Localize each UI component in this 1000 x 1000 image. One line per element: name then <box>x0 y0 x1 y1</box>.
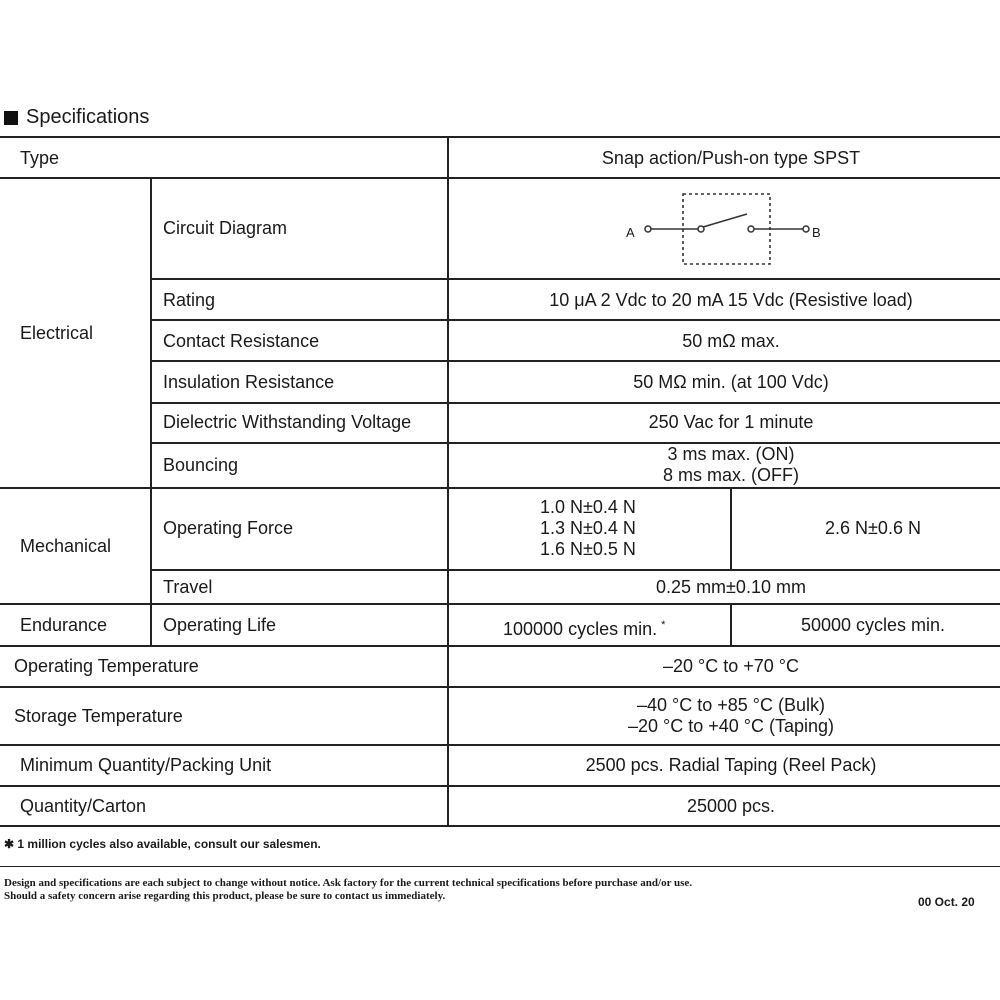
operating-force-value: 1.3 N±0.4 N <box>540 518 636 538</box>
column-divider <box>150 178 152 645</box>
endurance-group-label: Endurance <box>20 615 108 635</box>
row-divider <box>150 402 1000 404</box>
square-bullet-icon <box>4 111 18 125</box>
insulation-resistance-value: 50 MΩ min. (at 100 Vdc) <box>633 372 829 392</box>
rating-label: Rating <box>163 290 216 310</box>
bouncing-off-value: 8 ms max. (OFF) <box>663 465 799 485</box>
column-divider <box>730 604 732 646</box>
column-divider <box>730 488 732 570</box>
operating-life-alt-value: 50000 cycles min. <box>800 615 946 635</box>
operating-temperature-value: –20 °C to +70 °C <box>663 656 799 676</box>
row-divider <box>150 319 1000 321</box>
travel-value: 0.25 mm±0.10 mm <box>656 577 806 597</box>
electrical-group-label: Electrical <box>20 323 94 343</box>
disclaimer-line: Should a safety concern arise regarding this product, please be sure to contact us immediately. <box>4 890 446 902</box>
row-divider <box>0 744 1000 746</box>
quantity-carton-label: Quantity/Carton <box>20 796 147 816</box>
dielectric-voltage-label: Dielectric Withstanding Voltage <box>163 412 412 432</box>
storage-temperature-label: Storage Temperature <box>14 706 183 726</box>
contact-resistance-label: Contact Resistance <box>163 331 320 351</box>
quantity-carton-value: 25000 pcs. <box>686 796 776 816</box>
insulation-resistance-label: Insulation Resistance <box>163 372 335 392</box>
disclaimer-line: Design and specifications are each subject to change without notice. Ask factory for the current technical specifications before purchase and/or use. <box>4 877 693 889</box>
row-divider <box>0 686 1000 688</box>
mechanical-group-label: Mechanical <box>20 536 112 556</box>
operating-life-value: 100000 cycles min. * <box>503 619 666 639</box>
row-divider <box>150 360 1000 362</box>
storage-temperature-bulk-value: –40 °C to +85 °C (Bulk) <box>637 695 825 715</box>
column-divider <box>447 137 449 826</box>
min-quantity-label: Minimum Quantity/Packing Unit <box>20 755 272 775</box>
footnote-mark: * <box>661 619 666 631</box>
rating-value: 10 μA 2 Vdc to 20 mA 15 Vdc (Resistive load) <box>549 290 913 310</box>
row-divider <box>150 278 1000 280</box>
operating-life-label: Operating Life <box>163 615 277 635</box>
circuit-diagram-label: Circuit Diagram <box>163 218 288 238</box>
row-divider <box>0 645 1000 647</box>
operating-temperature-label: Operating Temperature <box>14 656 199 676</box>
bouncing-on-value: 3 ms max. (ON) <box>667 444 795 464</box>
operating-force-label: Operating Force <box>163 518 294 538</box>
travel-label: Travel <box>163 577 213 597</box>
section-title: Specifications <box>26 106 150 128</box>
document-date: 00 Oct. 20 <box>918 895 975 909</box>
operating-force-alt-value: 2.6 N±0.6 N <box>825 518 921 538</box>
row-divider <box>150 442 1000 444</box>
type-value: Snap action/Push-on type SPST <box>601 148 861 168</box>
operating-force-value: 1.6 N±0.5 N <box>540 539 636 559</box>
section-heading <box>4 106 149 129</box>
footer-divider <box>0 866 1000 867</box>
footnote: ✱ 1 million cycles also available, consult our salesmen. <box>4 837 321 851</box>
type-label: Type <box>20 148 60 168</box>
min-quantity-value: 2500 pcs. Radial Taping (Reel Pack) <box>585 755 877 775</box>
table-bottom-border <box>0 825 1000 827</box>
table-top-border <box>0 136 1000 138</box>
row-divider <box>150 569 1000 571</box>
operating-force-value: 1.0 N±0.4 N <box>540 497 636 517</box>
dielectric-voltage-value: 250 Vac for 1 minute <box>648 412 814 432</box>
contact-resistance-value: 50 mΩ max. <box>682 331 780 351</box>
row-divider <box>0 785 1000 787</box>
bouncing-label: Bouncing <box>163 455 239 475</box>
terminal-b-label: B <box>812 225 821 240</box>
terminal-a-label: A <box>626 225 635 240</box>
storage-temperature-taping-value: –20 °C to +40 °C (Taping) <box>627 716 835 736</box>
